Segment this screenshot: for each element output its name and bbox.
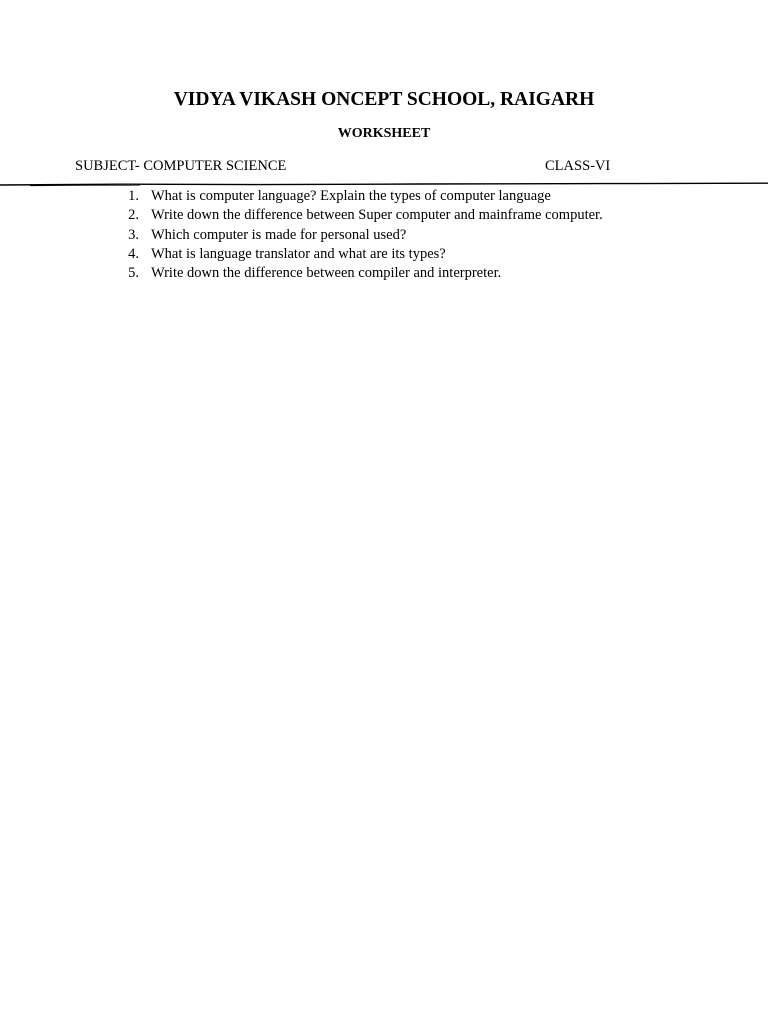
class-label: CLASS-VI xyxy=(545,158,611,174)
question-text: Write down the difference between compiler and interpreter. xyxy=(151,265,502,282)
subject-label: SUBJECT- COMPUTER SCIENCE xyxy=(75,158,287,174)
question-list xyxy=(112,187,752,283)
document-type-heading: WORKSHEET xyxy=(337,126,431,141)
question-number: 5. xyxy=(128,265,139,282)
question-item xyxy=(112,206,752,225)
question-item xyxy=(112,264,752,283)
question-item xyxy=(112,245,752,264)
question-number: 4. xyxy=(128,245,139,262)
question-text: Write down the difference between Super computer and mainframe computer. xyxy=(151,207,603,224)
school-name: VIDYA VIKASH ONCEPT SCHOOL, RAIGARH xyxy=(173,89,595,110)
question-text: What is language translator and what are its types? xyxy=(151,245,446,262)
question-number: 3. xyxy=(128,226,139,243)
question-number: 1. xyxy=(128,188,139,204)
question-text: Which computer is made for personal used? xyxy=(151,226,407,243)
question-number: 2. xyxy=(128,207,139,224)
question-text: What is computer language? Explain the types of computer language xyxy=(151,188,551,204)
question-item xyxy=(112,226,752,245)
question-item xyxy=(112,187,752,206)
